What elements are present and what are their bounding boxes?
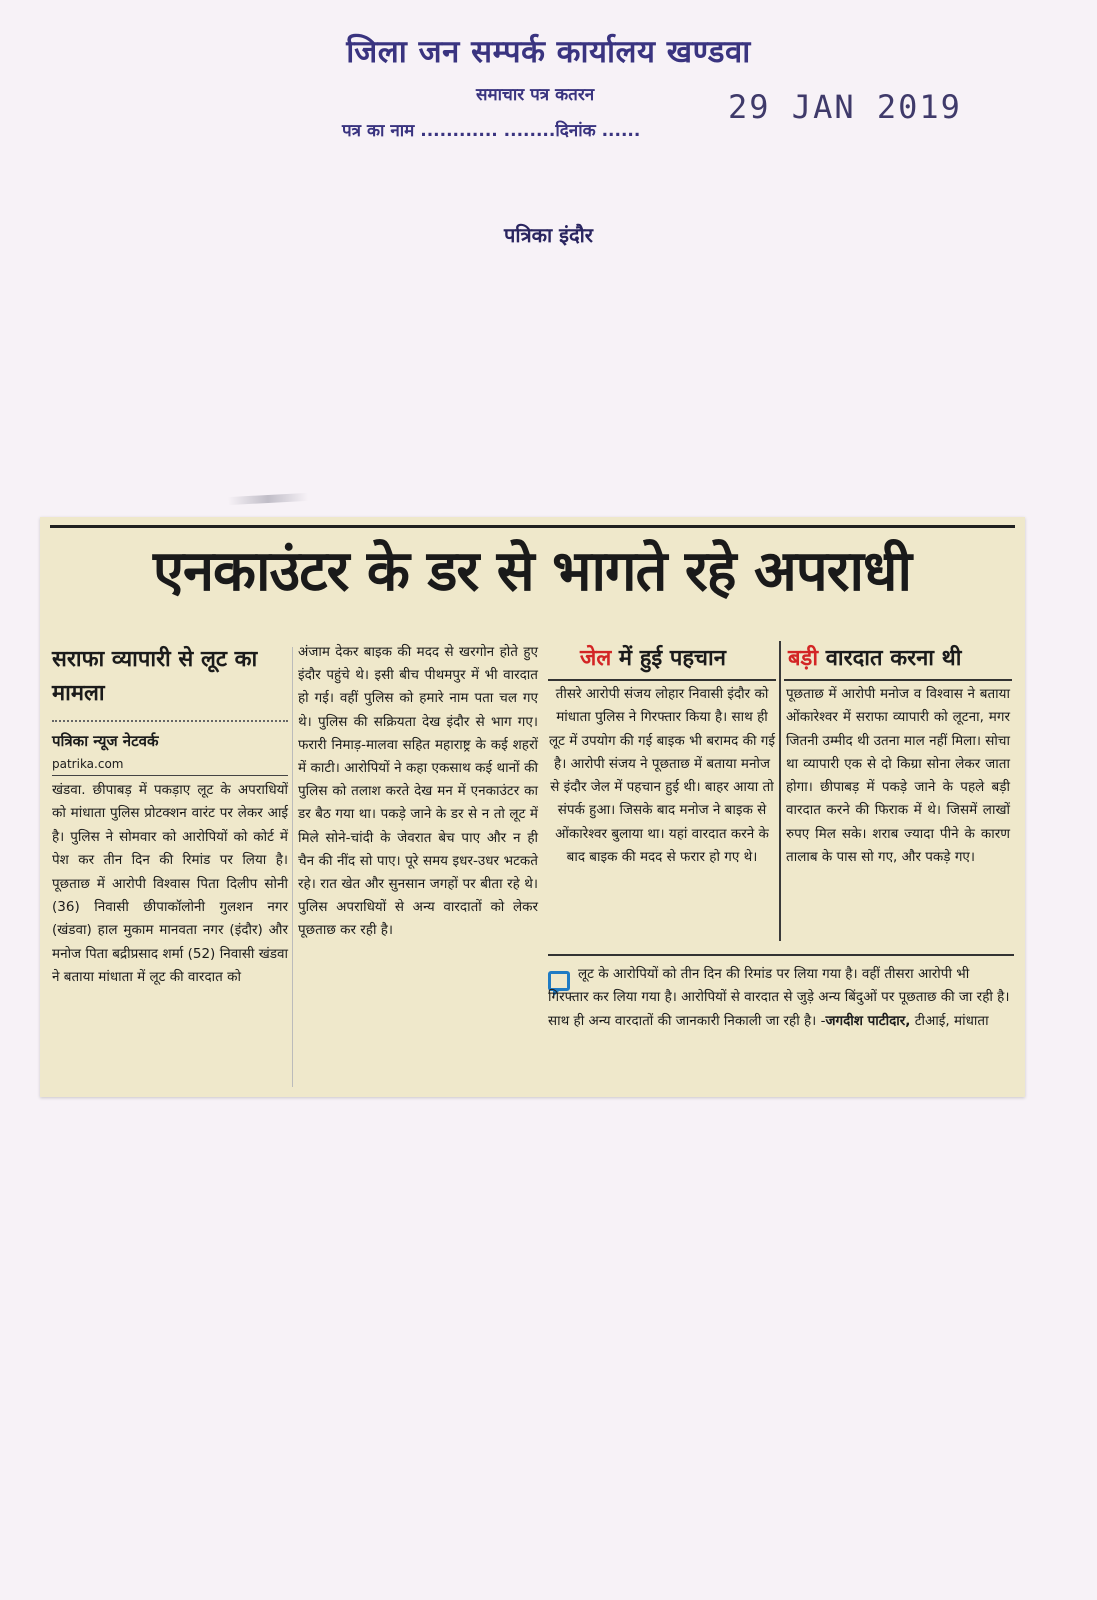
- section-heading-big: [788, 642, 961, 672]
- officer-quote-text: लूट के आरोपियों को तीन दिन की रिमांड पर लिया गया है। वहीं तीसरा आरोपी भी गिरफ्तार कर लिया गया है। आरोपियों से वारदात से जुड़े अन्य बिंदुओं पर पूछताछ की जा रही है। साथ ही अन्य वारदातों की जानकारी निकाली जा रही है। -: [548, 966, 1010, 1029]
- article-column-1: खंडवा. छीपाबड़ में पकड़ाए लूट के अपराधियों को मांधाता पुलिस प्रोटक्शन वारंट पर लेकर आई है। पुलिस ने सोमवार को आरोपियों को कोर्ट में पेश कर तीन दिन की रिमांड पर लिया है। पूछताछ में आरोपी विश्वास पिता दिलीप सोनी (36) निवासी छीपाकॉलोनी गुलशन नगर (खंडवा) हाल मुकाम मानवता नगर (इंदौर) और मनोज पिता बद्रीप्रसाद शर्मा (52) निवासी खंडवा ने बताया मांधाता में लूट की वारदात को: [52, 782, 288, 986]
- newspaper-name: पत्रिका इंदौर: [504, 223, 593, 247]
- column-divider: [292, 647, 293, 1087]
- stamp-clipping-label: समाचार पत्र कतरन: [476, 85, 595, 105]
- section-heading-big-highlight: बड़ी: [788, 646, 819, 671]
- article-headline: एनकाउंटर के डर से भागते रहे अपराधी: [153, 538, 911, 604]
- section-heading-jail-rest: में हुई पहचान: [611, 646, 726, 671]
- paper-smudge: [228, 493, 308, 505]
- article-subheading: सराफा व्यापारी से लूट का मामला: [52, 647, 258, 706]
- newspaper-clipping: [40, 517, 1025, 1097]
- article-column-2: अंजाम देकर बाइक की मदद से खरगोन होते हुए इंदौर पहुंचे थे। इसी बीच पीथमपुर में भी वारदात हो गई। वहीं पुलिस को हमारे नाम पता चल गए थे। पुलिस की सक्रियता देख इंदौर से भाग गए। फरारी निमाड़-मालवा सहित महाराष्ट्र के कई शहरों में काटी। आरोपियों ने कहा एकसाथ कई थानों की पुलिस को तलाश करते देख मन में एनकाउंटर का डर बैठ गया था। पकड़े जाने के डर से न तो लूट में मिले सोने-चांदी के जेवरात बेच पाए और न ही चैन की नींद सो पाए। पूरे समय इधर-उधर भटकते रहे। रात खेत और सुनसान जगहों पर बीता रहे थे। पुलिस अपराधियों से अन्य वारदातों को लेकर पूछताछ कर रही है।: [298, 644, 538, 939]
- section-heading-jail-highlight: जेल: [580, 646, 612, 671]
- section-rule: [548, 679, 776, 681]
- column-divider: [779, 641, 781, 941]
- stamp-office-title: जिला जन सम्पर्क कार्यालय खण्डवा: [346, 34, 751, 70]
- section-rule: [784, 679, 1012, 681]
- stamp-paper-date-line: पत्र का नाम ............ ........दिनांक ......: [342, 121, 641, 141]
- officer-name: जगदीश पाटीदार,: [825, 1012, 911, 1029]
- article-byline: पत्रिका न्यूज नेटवर्क: [52, 732, 159, 750]
- byline-rule: [52, 775, 288, 776]
- section-heading-jail: [580, 642, 726, 672]
- officer-quote: [548, 963, 1014, 1033]
- top-rule: [50, 525, 1015, 528]
- note-rule: [548, 954, 1014, 956]
- article-site: patrika.com: [52, 757, 124, 771]
- stamp-date: 29 JAN 2019: [728, 88, 962, 126]
- dotted-divider: [52, 720, 288, 722]
- article-column-4: पूछताछ में आरोपी मनोज व विश्वास ने बताया ओंकारेश्वर में सराफा व्यापारी को लूटना, मगर जितनी उम्मीद थी उतना माल नहीं मिला। सोचा था व्यापारी एक से दो किग्रा सोना लेकर जाता होगा। छीपाबड़ में पकड़े जाने के पहले बड़ी वारदात करने की फिराक में थे। जिसमें लाखों रुपए मिल सके। शराब ज्यादा पीने के कारण तालाब के पास सो गए, और पकड़े गए।: [786, 686, 1010, 866]
- section-heading-big-rest: वारदात करना थी: [818, 646, 962, 671]
- officer-role: टीआई, मांधाता: [910, 1012, 989, 1029]
- article-column-3: तीसरे आरोपी संजय लोहार निवासी इंदौर को मांधाता पुलिस ने गिरफ्तार किया है। साथ ही लूट में उपयोग की गई बाइक भी बरामद की गई है। आरोपी संजय ने पूछताछ में बताया मनोज से इंदौर जेल में पहचान हुई थी। बाहर आया तो संपर्क हुआ। जिसके बाद मनोज ने बाइक से ओंकारेश्वर बुलाया था। यहां वारदात करने के बाद बाइक की मदद से फरार हो गए थे।: [549, 686, 775, 866]
